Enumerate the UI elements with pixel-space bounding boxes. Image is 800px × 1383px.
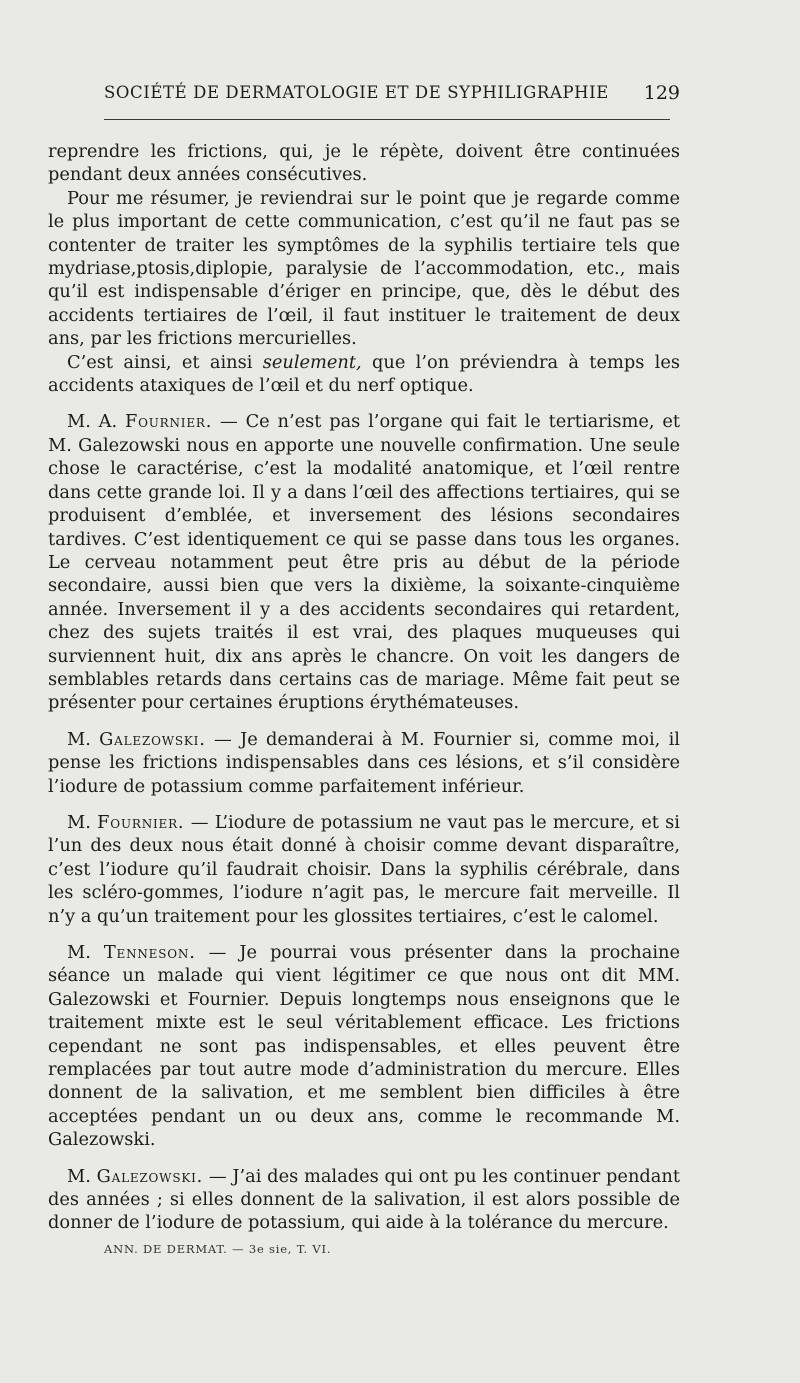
paragraph-3-start: C’est ainsi, et ainsi	[67, 351, 263, 373]
paragraph-2	[48, 187, 680, 351]
paragraph-3	[48, 351, 680, 398]
speaker-text: — L’iodure de potassium ne vaut pas le mercure, et si l’un des deux nous était donné à choisir comme devant disparaître, c’est l’iodure qu’il faudrait choisir. Dans la syphilis cérébrale, dans les scléro-gommes, l’iodure n’agit pas, le mercure fait merveille. Il n’y a qu’un traitement pour les glossites tertiaires, c’est le calomel.	[48, 811, 680, 927]
page-body	[48, 140, 680, 1235]
header-rule	[104, 119, 670, 120]
speaker-galezowski-1	[48, 728, 680, 798]
speaker-name: Fournier.	[97, 811, 185, 833]
speaker-tenneson	[48, 941, 680, 1152]
speaker-prefix: M.	[67, 728, 100, 750]
speaker-prefix: M.	[67, 811, 98, 833]
paragraph-3-emphasis: seulement,	[262, 351, 362, 373]
speaker-prefix: M.	[67, 942, 104, 963]
speaker-prefix: M. A.	[67, 411, 125, 433]
paragraph-2-text: Pour me résumer, je reviendrai sur le point que je regarde comme le plus important de cette communication, c’est qu’il ne faut pas se contenter de traiter les symptômes de la syphilis tertiaire tels que mydriase,ptosis,diplopie, paralysie de l’accommodation, etc., mais qu’il est indispensable d’ériger en principe, que, dès le début des accidents tertiaires de l’œil, il faut instituer le traitement de deux ans, par les frictions mercurielles.	[48, 187, 680, 350]
speaker-name: Galezowski.	[99, 728, 206, 750]
running-header	[104, 80, 680, 106]
page-number: 129	[643, 82, 680, 104]
speaker-name: Tenneson.	[103, 942, 196, 963]
speaker-fournier-2	[48, 811, 680, 928]
speaker-name: Fournier.	[124, 411, 213, 433]
paragraph-3-end: que l’on préviendra à temps les accidents ataxiques de l’œil et du nerf optique.	[48, 351, 680, 397]
speaker-fournier-1	[48, 410, 680, 714]
paragraph-1-text: reprendre les frictions, qui, je le répète, doivent être continuées pendant deux années consécutives.	[48, 141, 680, 186]
speaker-text: — Je pourrai vous présenter dans la prochaine séance un malade qui vient légitimer ce que nous ont dit MM. Galezowski et Fournier. Depuis longtemps nous enseignons que le traitement mixte est le seul véritablement efficace. Les frictions cependant ne sont pas indispensables, et elles peuvent être remplacées par tout autre mode d’administration du mercure. Elles donnent de la salivation, et me semblent bien difficiles à être acceptées pendant un ou deux ans, comme le recommande M. Galezowski.	[48, 942, 680, 1151]
speaker-name: Galezowski.	[96, 1165, 204, 1187]
header-title: SOCIÉTÉ DE DERMATOLOGIE ET DE SYPHILIGRAPHIE	[104, 83, 609, 102]
paragraph-1	[48, 140, 680, 187]
signature-footer: ANN. DE DERMAT. — 3e sie, T. VI.	[104, 1242, 332, 1256]
speaker-text: — J’ai des malades qui ont pu les continuer pendant des années ; si elles donnent de la salivation, il est alors possible de donner de l’iodure de potassium, qui aide à la tolérance du mercure.	[48, 1165, 680, 1234]
speaker-text: — Je demanderai à M. Fournier si, comme moi, il pense les frictions indispensables dans ces lésions, et s’il considère l’iodure de potassium comme parfaitement inférieur.	[48, 728, 680, 797]
speaker-galezowski-2	[48, 1165, 680, 1235]
speaker-prefix: M.	[67, 1165, 97, 1187]
speaker-text: — Ce n’est pas l’organe qui fait le tertiarisme, et M. Galezowski nous en apporte une nouvelle confirmation. Une seule chose le caractérise, c’est la modalité anatomique, et l’œil rentre dans cette grande loi. Il y a dans l’œil des affections tertiaires, qui se produisent d’emblée, et inversement des lésions secondaires tardives. C’est identiquement ce qui se passe dans tous les organes. Le cerveau notamment peut être pris au début de la période secondaire, aussi bien que vers la dixième, la soixante-cinquième année. Inversement il y a des accidents secondaires qui retardent, chez des sujets traités il est vrai, des plaques muqueuses qui surviennent huit, dix ans après le chancre. On voit les dangers de semblables retards dans certains cas de mariage. Même fait peut se présenter pour certaines éruptions érythémateuses.	[48, 411, 680, 714]
